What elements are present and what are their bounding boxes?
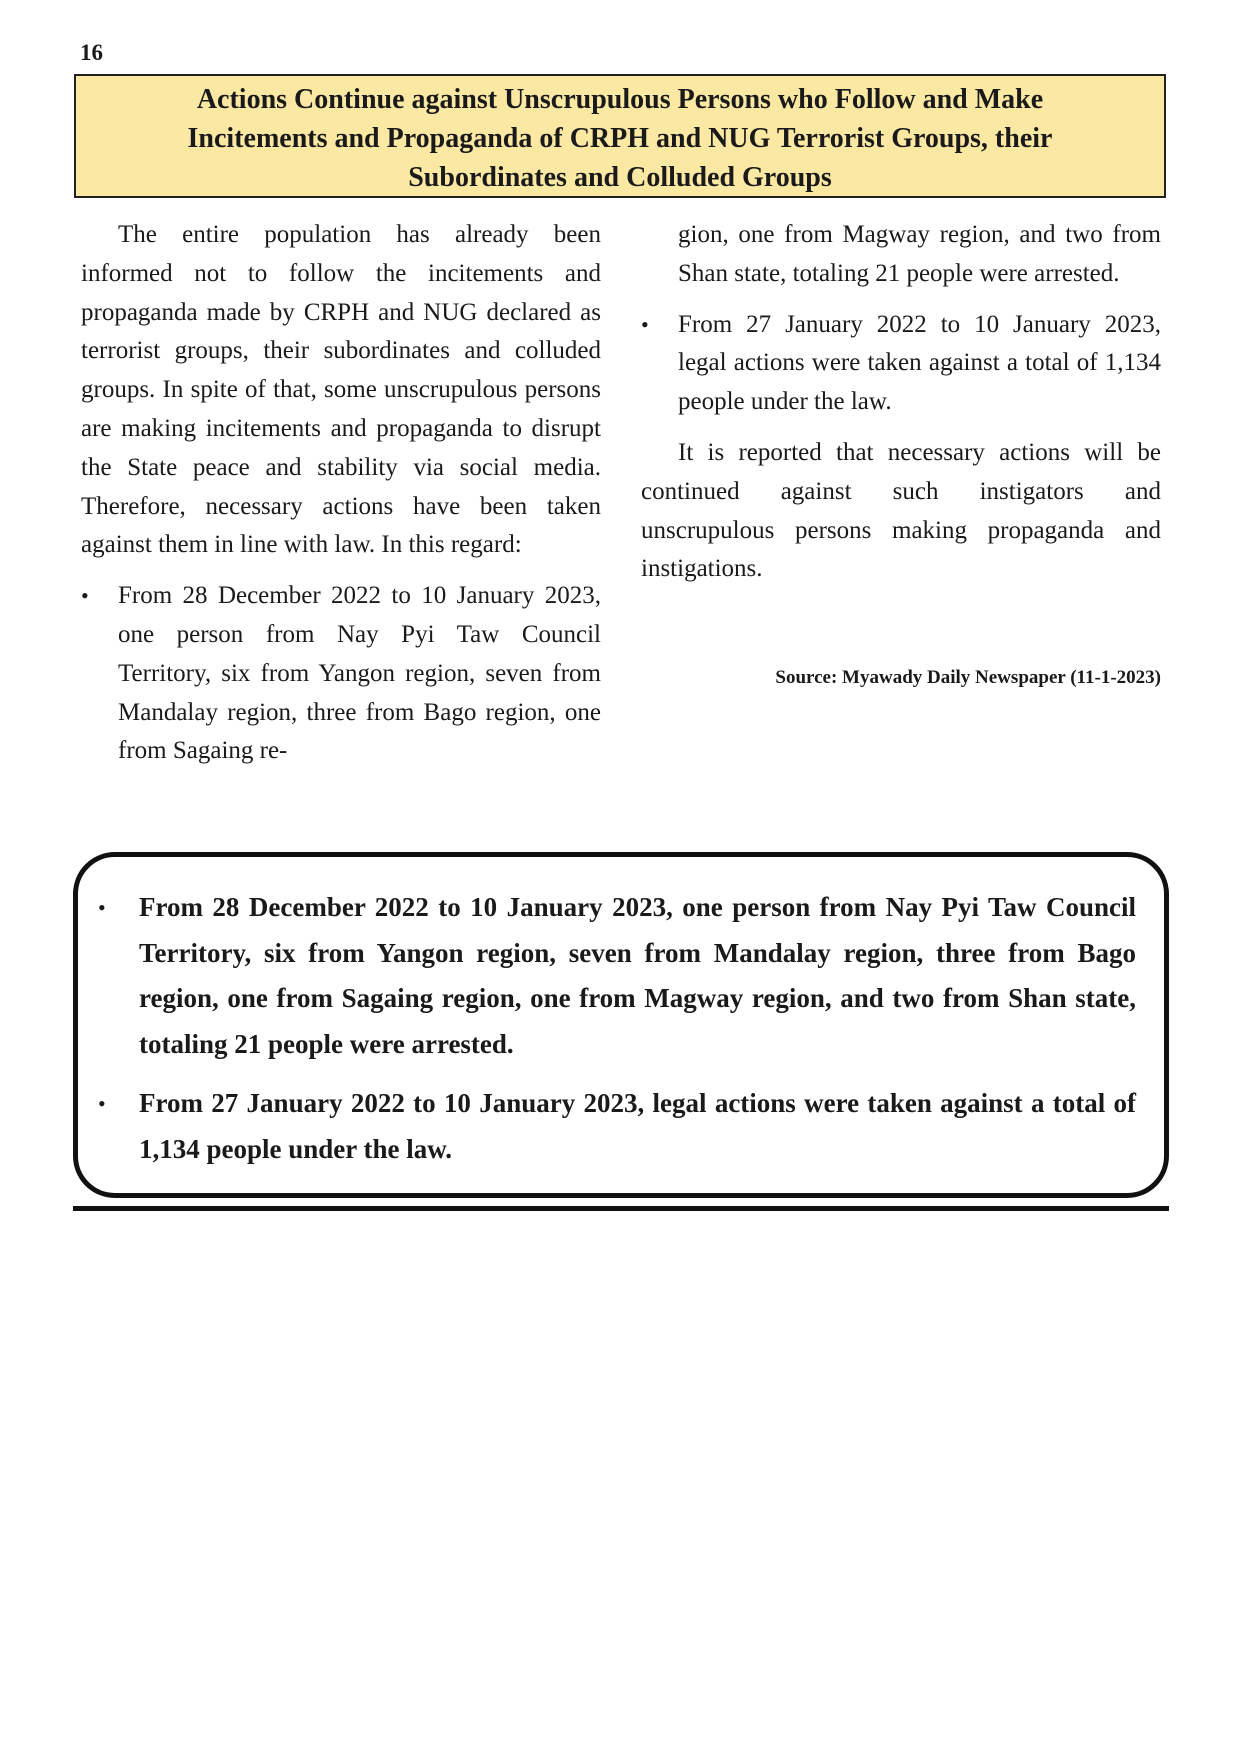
summary-list-item bbox=[98, 885, 1136, 1067]
bullet-1-continuation bbox=[641, 216, 1161, 294]
bullet-1-text-part-1: From 28 December 2022 to 10 January 2023, one person from Nay Pyi Taw Council Territory, six from Yangon region, seven from Mandalay region, three from Bago region, one from Sagaing re- bbox=[118, 582, 601, 765]
body-column-right bbox=[641, 216, 1161, 698]
summary-list-item bbox=[98, 1081, 1136, 1172]
article-title-box bbox=[74, 74, 1166, 198]
bullet-icon: • bbox=[641, 311, 649, 337]
summary-item-1-text: From 28 December 2022 to 10 January 2023, one person from Nay Pyi Taw Council Territory, six from Yangon region, seven from Mandalay region, three from Bago region, one from Sagaing region, one from Magway region, and two from Shan state, totaling 21 people were arrested. bbox=[139, 892, 1136, 1059]
body-column-left bbox=[81, 216, 601, 783]
article-title-line-2: Incitements and Propaganda of CRPH and NUG Terrorist Groups, their bbox=[187, 123, 1053, 154]
intro-paragraph: The entire population has already been informed not to follow the incitements and propaganda made by CRPH and NUG declared as terrorist groups, their subordinates and colluded groups. In spite of that, some unscrupulous persons are making incitements and propaganda to disrupt the State peace and stability via social media. Therefore, necessary actions have been taken against them in line with law. In this regard: bbox=[81, 221, 601, 559]
bullet-icon: • bbox=[98, 1091, 106, 1116]
article-title-line-3: Subordinates and Colluded Groups bbox=[408, 162, 832, 193]
page-number: 16 bbox=[80, 40, 103, 65]
article-title-line-1: Actions Continue against Unscrupulous Persons who Follow and Make bbox=[196, 84, 1044, 115]
list-item bbox=[641, 306, 1161, 422]
horizontal-rule bbox=[73, 1206, 1169, 1211]
closing-paragraph: It is reported that necessary actions will be continued against such instigators and unscrupulous persons making propaganda and instigations. bbox=[641, 438, 1161, 583]
source-citation: Source: Myawady Daily Newspaper (11-1-2023) bbox=[775, 667, 1161, 689]
bullet-2-text: From 27 January 2022 to 10 January 2023, legal actions were taken against a total of 1,134 people under the law. bbox=[678, 310, 1161, 416]
bullet-1-text-part-2: gion, one from Magway region, and two from Shan state, totaling 21 people were arrested. bbox=[678, 221, 1161, 287]
list-item bbox=[81, 577, 601, 771]
summary-item-2-text: From 27 January 2022 to 10 January 2023, legal actions were taken against a total of 1,134 people under the law. bbox=[139, 1088, 1136, 1164]
bullet-icon: • bbox=[98, 895, 106, 920]
summary-box bbox=[73, 852, 1169, 1198]
bullet-icon: • bbox=[81, 583, 89, 609]
